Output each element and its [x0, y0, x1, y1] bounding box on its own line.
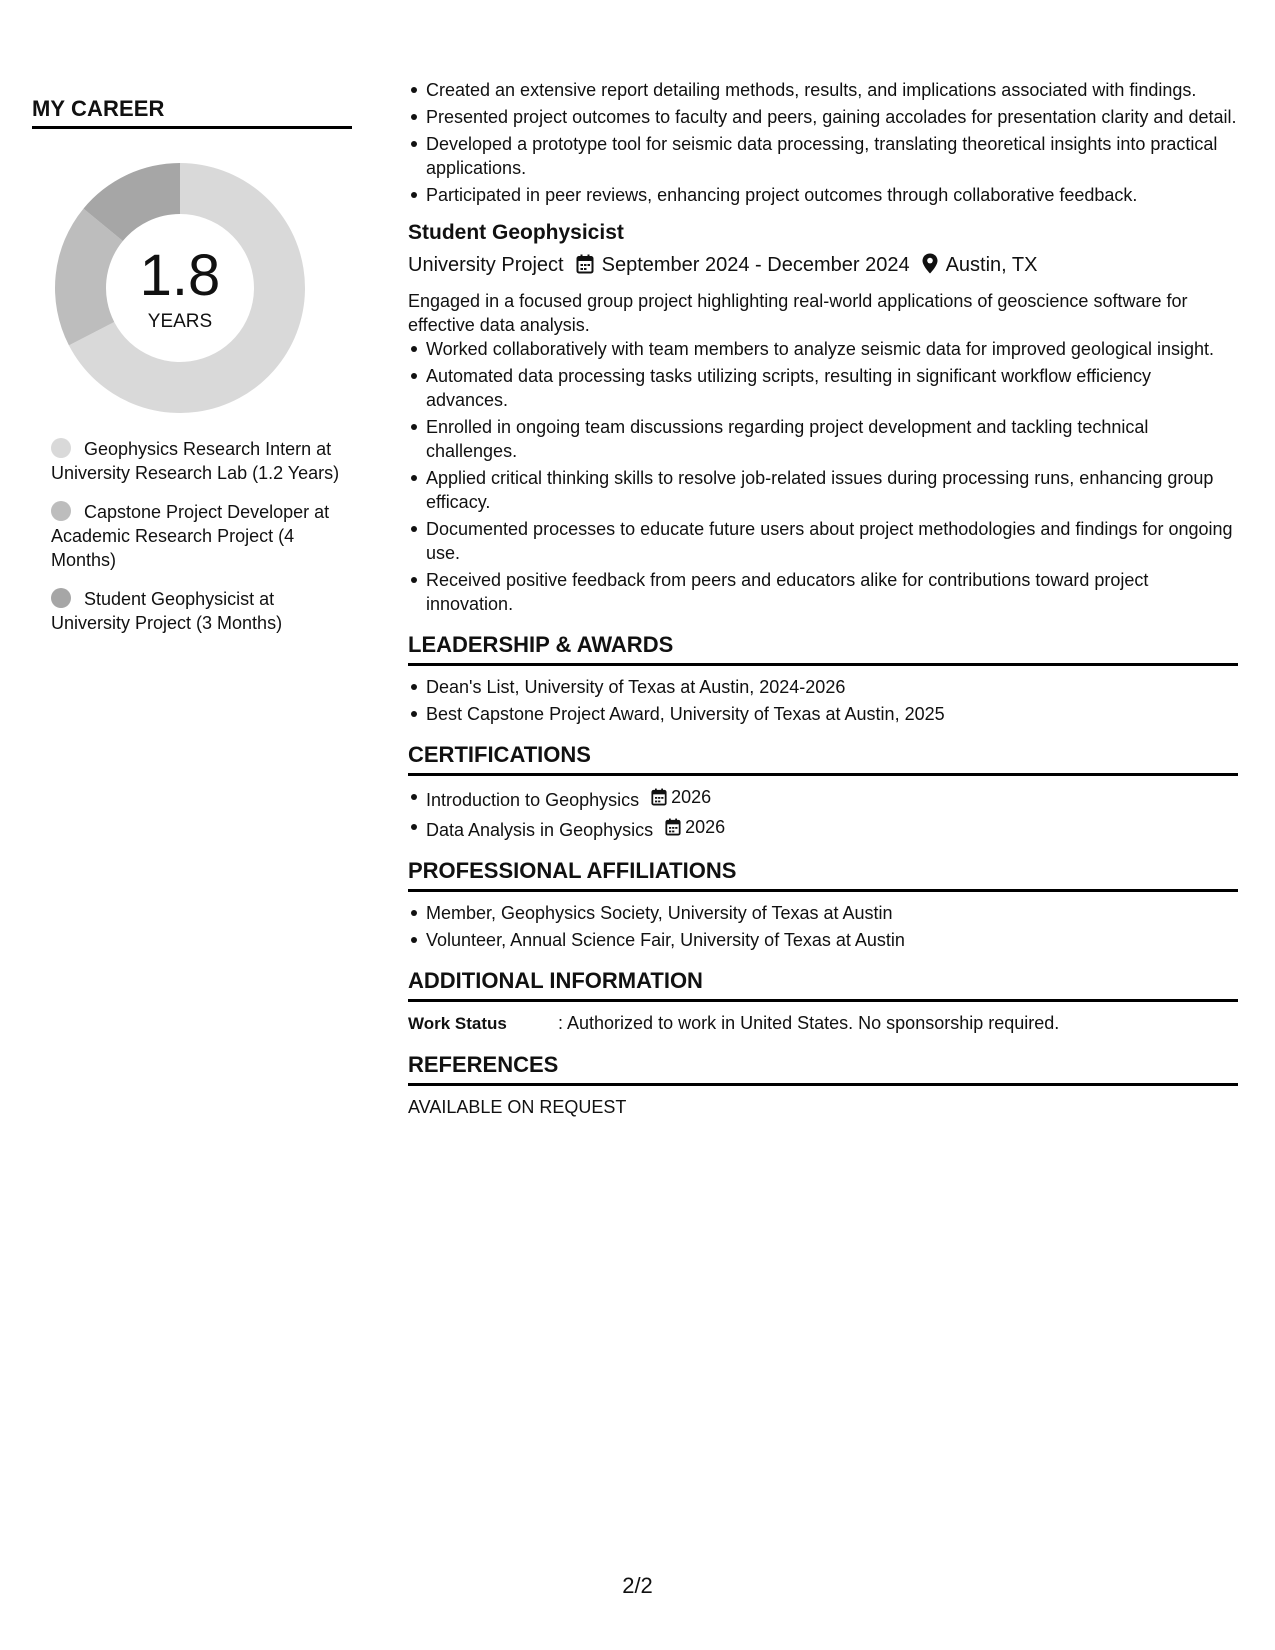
legend-dot-icon	[51, 501, 71, 521]
legend-label: Geophysics Research Intern at University Research Lab (1.2 Years)	[51, 439, 340, 483]
cert-year-text: 2026	[685, 817, 726, 837]
work-status-value: : Authorized to work in United States. No sponsorship required.	[558, 1013, 1060, 1033]
list-item: Applied critical thinking skills to resolve job-related issues during processing runs, enhancing group efficacy.	[426, 466, 1238, 514]
legend-dot-icon	[51, 588, 71, 608]
list-item: Created an extensive report detailing methods, results, and implications associated with findings.	[426, 78, 1238, 102]
legend-item	[51, 587, 341, 635]
career-title: MY CAREER	[32, 96, 352, 129]
job-meta	[408, 250, 1238, 283]
legend-item	[51, 437, 341, 485]
list-item	[426, 785, 1238, 812]
legend-label: Capstone Project Developer at Academic Research Project (4 Months)	[51, 502, 330, 570]
list-item: Presented project outcomes to faculty and peers, gaining accolades for presentation clarity and detail.	[426, 107, 1237, 127]
list-item	[426, 815, 1238, 842]
legend-item	[51, 500, 341, 572]
affiliations-section	[408, 856, 1238, 952]
section-title: PROFESSIONAL AFFILIATIONS	[408, 856, 1238, 892]
career-legend	[51, 437, 341, 635]
section-title: LEADERSHIP & AWARDS	[408, 630, 1238, 666]
job-entry	[408, 218, 1238, 616]
legend-label: Student Geophysicist at University Project (3 Months)	[51, 589, 283, 633]
cert-name: Data Analysis in Geophysics	[426, 820, 654, 840]
donut-center	[55, 163, 305, 413]
list-item: Received positive feedback from peers and educators alike for contributions toward project innovation.	[426, 568, 1238, 616]
total-years-unit: YEARS	[147, 311, 213, 332]
list-item: Documented processes to educate future users about project methodologies and findings for ongoing use.	[426, 517, 1238, 565]
list-item: Volunteer, Annual Science Fair, University of Texas at Austin	[426, 928, 1238, 952]
cert-year	[651, 785, 711, 809]
list-item: Participated in peer reviews, enhancing project outcomes through collaborative feedback.	[426, 183, 1238, 207]
section-title: REFERENCES	[408, 1050, 1238, 1086]
job-company: University Project	[408, 254, 564, 276]
job-summary: Engaged in a focused group project highlighting real-world applications of geoscience software for effective data analysis.	[408, 291, 1188, 335]
calendar-icon	[651, 788, 667, 806]
additional-info-section	[408, 966, 1238, 1036]
list-item: Dean's List, University of Texas at Austin, 2024-2026	[426, 675, 1238, 699]
total-years-value: 1.8	[139, 243, 221, 308]
cert-year-text: 2026	[671, 787, 712, 807]
list-item: Member, Geophysics Society, University of Texas at Austin	[426, 901, 1238, 925]
list-item: Automated data processing tasks utilizing scripts, resulting in significant workflow efficiency advances.	[426, 364, 1238, 412]
references-section	[408, 1050, 1238, 1119]
career-sidebar	[32, 96, 352, 650]
list-item: Best Capstone Project Award, University of Texas at Austin, 2025	[426, 702, 1238, 726]
references-text: AVAILABLE ON REQUEST	[408, 1097, 627, 1117]
page-number: 2/2	[622, 1573, 653, 1598]
job-title: Student Geophysicist	[408, 221, 624, 244]
job-bullets	[408, 337, 1238, 616]
section-title: CERTIFICATIONS	[408, 740, 1238, 776]
section-title: ADDITIONAL INFORMATION	[408, 966, 1238, 1002]
calendar-icon	[665, 818, 681, 836]
legend-dot-icon	[51, 438, 71, 458]
affiliations-list	[408, 901, 1238, 952]
work-status-label: Work Status	[408, 1014, 507, 1033]
cert-year	[665, 815, 725, 839]
leadership-section	[408, 630, 1238, 726]
location-pin-icon	[922, 253, 938, 283]
certifications-section	[408, 740, 1238, 842]
main-column	[408, 78, 1238, 1119]
work-status-row	[408, 1011, 1238, 1036]
cert-name: Introduction to Geophysics	[426, 790, 640, 810]
list-item: Worked collaboratively with team members to analyze seismic data for improved geological insight.	[426, 337, 1238, 361]
job-dates: September 2024 - December 2024	[601, 254, 910, 276]
list-item: Enrolled in ongoing team discussions regarding project development and tackling technical challenges.	[426, 415, 1238, 463]
calendar-icon	[576, 253, 594, 283]
job-location: Austin, TX	[945, 254, 1038, 276]
certifications-list	[408, 785, 1238, 842]
leadership-list	[408, 675, 1238, 726]
career-donut-chart	[55, 163, 305, 413]
list-item: Developed a prototype tool for seismic data processing, translating theoretical insights into practical applications.	[426, 132, 1238, 180]
previous-job-bullets	[408, 78, 1238, 207]
